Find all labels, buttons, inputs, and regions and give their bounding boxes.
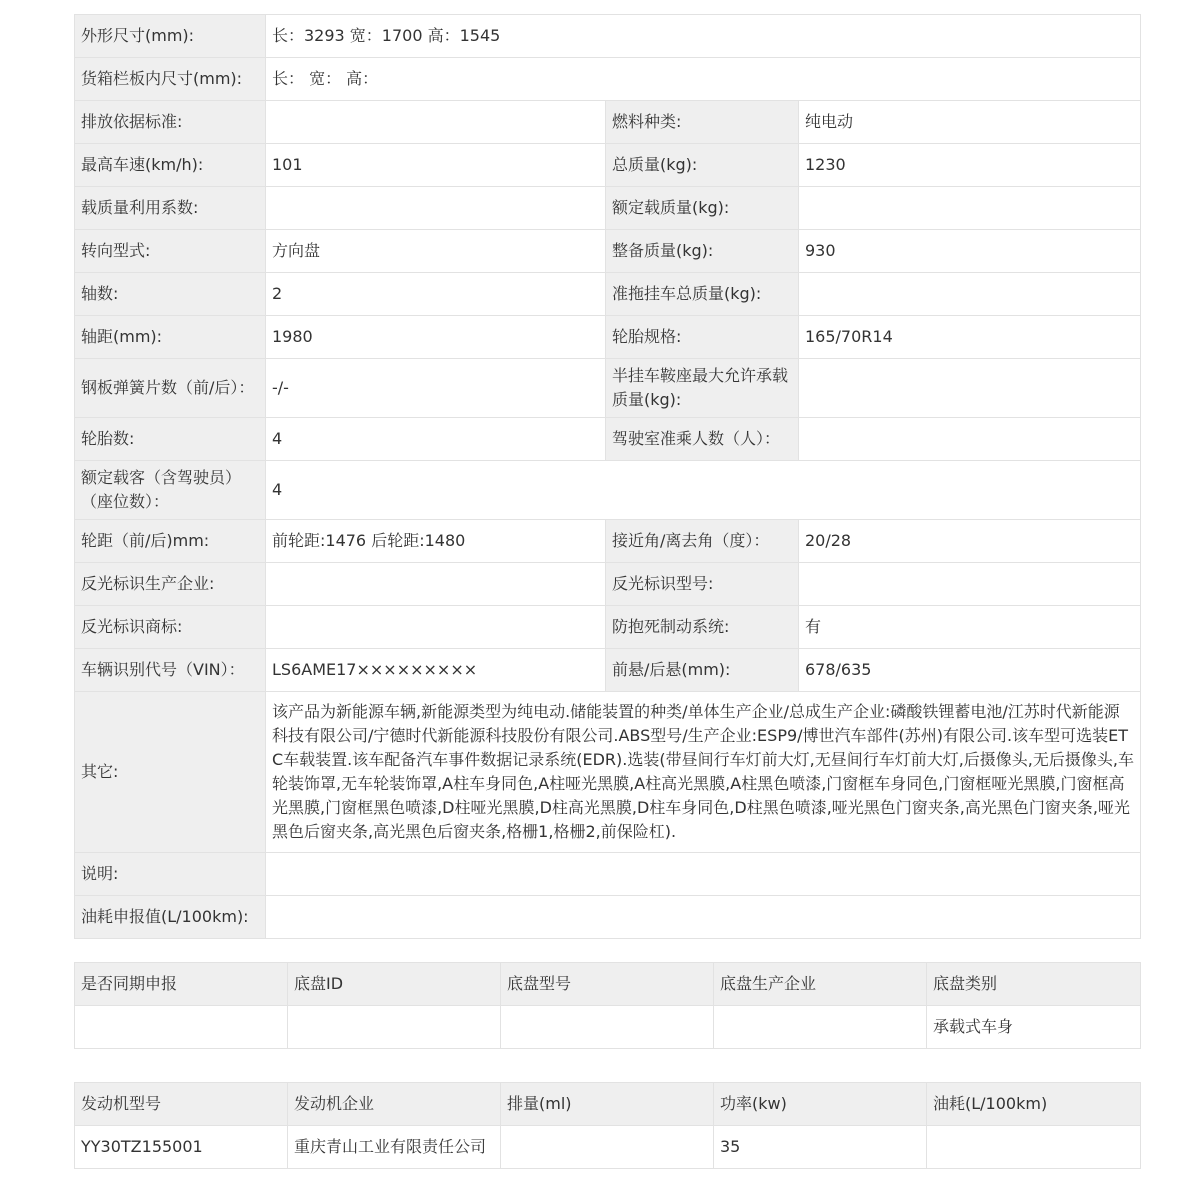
spec-label: 最高车速(km/h):	[75, 144, 266, 187]
spec-row	[75, 144, 1141, 187]
spec-value	[799, 273, 1141, 316]
spec-label: 转向型式:	[75, 230, 266, 273]
spec-value: 1980	[266, 316, 606, 359]
spec-value	[266, 101, 606, 144]
spec-label: 钢板弹簧片数（前/后）：	[75, 359, 266, 418]
chassis-header-synced: 是否同期申报	[75, 963, 288, 1006]
spec-value	[799, 359, 1141, 418]
engine-consumption-value	[927, 1126, 1141, 1169]
chassis-header-model: 底盘型号	[501, 963, 714, 1006]
spec-value	[266, 563, 606, 606]
spec-value: -/-	[266, 359, 606, 418]
spec-label: 货箱栏板内尺寸(mm):	[75, 58, 266, 101]
spec-label: 接近角/离去角（度）：	[606, 520, 799, 563]
spec-value	[266, 896, 1141, 939]
spec-row	[75, 101, 1141, 144]
spec-row	[75, 853, 1141, 896]
spec-row	[75, 230, 1141, 273]
chassis-maker-value	[714, 1006, 927, 1049]
spec-value	[799, 563, 1141, 606]
vehicle-spec-table	[74, 14, 1141, 939]
spec-value	[266, 187, 606, 230]
chassis-header-id: 底盘ID	[288, 963, 501, 1006]
spec-label: 驾驶室准乘人数（人）：	[606, 418, 799, 461]
spec-value: 165/70R14	[799, 316, 1141, 359]
spec-label: 总质量(kg):	[606, 144, 799, 187]
vehicle-spec-body	[75, 15, 1141, 939]
spec-value: 方向盘	[266, 230, 606, 273]
chassis-model-value	[501, 1006, 714, 1049]
chassis-header-row	[75, 963, 1141, 1006]
spec-row	[75, 359, 1141, 418]
chassis-header-category: 底盘类别	[927, 963, 1141, 1006]
engine-model-value: YY30TZ155001	[75, 1126, 288, 1169]
spec-row	[75, 58, 1141, 101]
spec-row	[75, 15, 1141, 58]
spec-label: 油耗申报值(L/100km):	[75, 896, 266, 939]
spec-label: 轮胎规格:	[606, 316, 799, 359]
engine-maker-value: 重庆青山工业有限责任公司	[288, 1126, 501, 1169]
engine-header-model: 发动机型号	[75, 1083, 288, 1126]
spec-value: 930	[799, 230, 1141, 273]
spec-value: LS6AME17×××××××××	[266, 649, 606, 692]
chassis-header-maker: 底盘生产企业	[714, 963, 927, 1006]
spec-row	[75, 273, 1141, 316]
spec-value: 有	[799, 606, 1141, 649]
engine-header-power: 功率(kw)	[714, 1083, 927, 1126]
spec-value: 前轮距:1476 后轮距:1480	[266, 520, 606, 563]
spec-label: 外形尺寸(mm):	[75, 15, 266, 58]
engine-header-displacement: 排量(ml)	[501, 1083, 714, 1126]
spec-value	[799, 187, 1141, 230]
spec-label: 排放依据标准:	[75, 101, 266, 144]
chassis-id-value	[288, 1006, 501, 1049]
spec-row	[75, 461, 1141, 520]
spec-label: 前悬/后悬(mm):	[606, 649, 799, 692]
spec-value: 长：3293 宽：1700 高：1545	[266, 15, 1141, 58]
spec-label: 轴数:	[75, 273, 266, 316]
chassis-synced-value	[75, 1006, 288, 1049]
spec-row	[75, 418, 1141, 461]
spec-value: 4	[266, 418, 606, 461]
spec-value: 678/635	[799, 649, 1141, 692]
spec-label: 反光标识生产企业:	[75, 563, 266, 606]
spec-value: 长： 宽： 高：	[266, 58, 1141, 101]
chassis-category-value: 承载式车身	[927, 1006, 1141, 1049]
spec-row	[75, 563, 1141, 606]
spec-value	[266, 606, 606, 649]
spec-label: 说明:	[75, 853, 266, 896]
spec-value: 20/28	[799, 520, 1141, 563]
spec-label: 整备质量(kg):	[606, 230, 799, 273]
spec-label: 载质量利用系数:	[75, 187, 266, 230]
spec-label: 半挂车鞍座最大允许承载质量(kg):	[606, 359, 799, 418]
spec-label: 防抱死制动系统:	[606, 606, 799, 649]
engine-header-consumption: 油耗(L/100km)	[927, 1083, 1141, 1126]
spec-value: 1230	[799, 144, 1141, 187]
spec-label: 反光标识型号:	[606, 563, 799, 606]
spec-label: 其它:	[75, 692, 266, 853]
engine-displacement-value	[501, 1126, 714, 1169]
spec-row	[75, 316, 1141, 359]
spec-label: 轴距(mm):	[75, 316, 266, 359]
spec-row	[75, 606, 1141, 649]
spec-value: 纯电动	[799, 101, 1141, 144]
spec-label: 轮胎数:	[75, 418, 266, 461]
spec-label: 车辆识别代号（VIN）：	[75, 649, 266, 692]
engine-header-maker: 发动机企业	[288, 1083, 501, 1126]
chassis-value-row	[75, 1006, 1141, 1049]
engine-value-row	[75, 1126, 1141, 1169]
spec-value: 101	[266, 144, 606, 187]
spec-value	[266, 853, 1141, 896]
spec-value	[799, 418, 1141, 461]
spec-label: 燃料种类:	[606, 101, 799, 144]
spec-value: 4	[266, 461, 1141, 520]
spec-row	[75, 896, 1141, 939]
spec-row	[75, 187, 1141, 230]
spec-label: 轮距（前/后)mm:	[75, 520, 266, 563]
spec-label: 准拖挂车总质量(kg):	[606, 273, 799, 316]
engine-table	[74, 1082, 1141, 1169]
engine-power-value: 35	[714, 1126, 927, 1169]
spec-row	[75, 692, 1141, 853]
spec-value: 2	[266, 273, 606, 316]
other-notes-value: 该产品为新能源车辆,新能源类型为纯电动.储能装置的种类/单体生产企业/总成生产企业:磷酸铁锂蓄电池/江苏时代新能源科技有限公司/宁德时代新能源科技股份有限公司.ABS型号/生产企业:ESP9/博世汽车部件(苏州)有限公司.该车型可选装ETC车载装置.该车配备汽车事件数据记录系统(EDR).选装(带昼间行车灯前大灯,无昼间行车灯前大灯,后摄像头,无后摄像头,车轮装饰罩,无车轮装饰罩,A柱车身同色,A柱哑光黑膜,A柱高光黑膜,A柱黑色喷漆,门窗框车身同色,门窗框哑光黑膜,门窗框高光黑膜,门窗框黑色喷漆,D柱哑光黑膜,D柱高光黑膜,D柱车身同色,D柱黑色喷漆,哑光黑色门窗夹条,高光黑色门窗夹条,哑光黑色后窗夹条,高光黑色后窗夹条,格栅1,格栅2,前保险杠).	[266, 692, 1141, 853]
spec-label: 额定载质量(kg):	[606, 187, 799, 230]
chassis-table	[74, 962, 1141, 1049]
spec-row	[75, 520, 1141, 563]
spec-label: 额定载客（含驾驶员）（座位数）：	[75, 461, 266, 520]
spec-row	[75, 649, 1141, 692]
engine-header-row	[75, 1083, 1141, 1126]
spec-label: 反光标识商标:	[75, 606, 266, 649]
